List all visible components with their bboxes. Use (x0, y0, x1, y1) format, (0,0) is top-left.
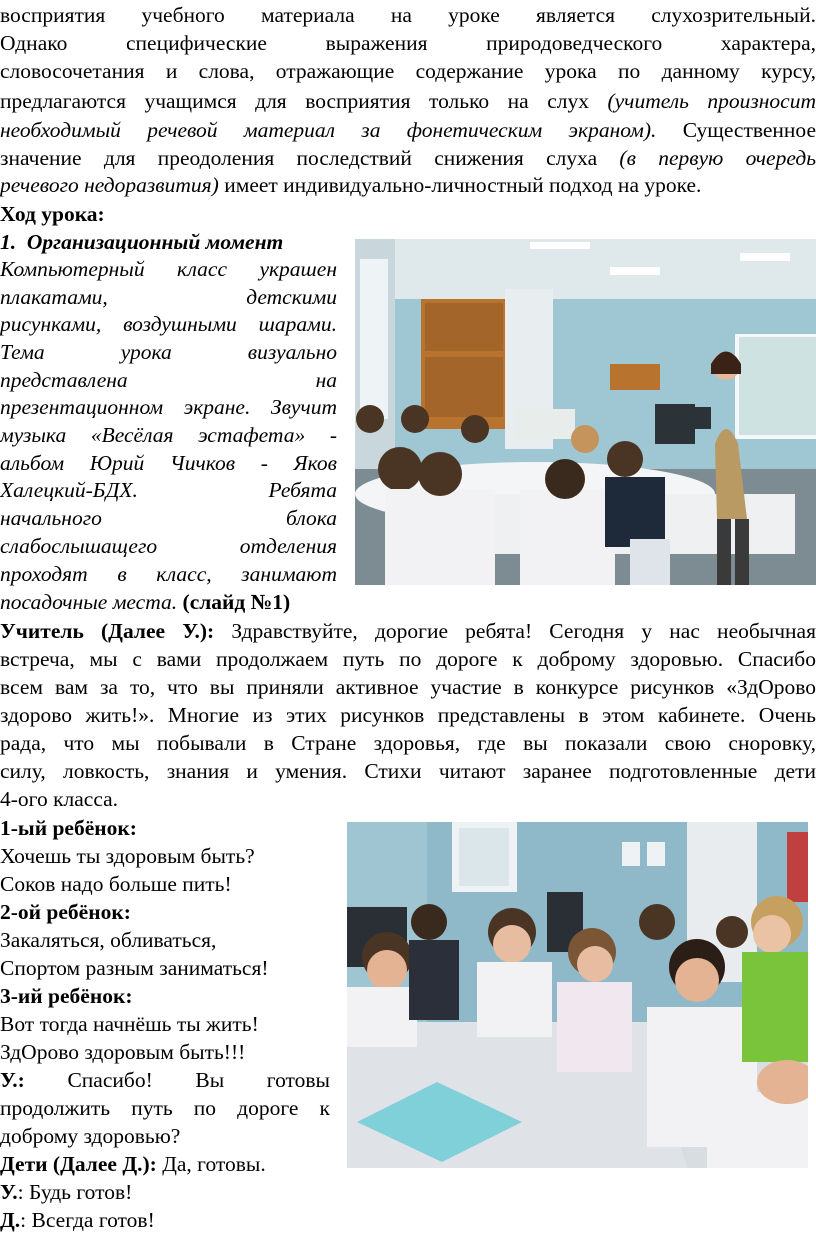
poem-line: Хочешь ты здоровым быть? (0, 844, 255, 868)
teacher-line: здорово жить!». Многие из этих рисунков представлены в этом кабинете. Очень (0, 703, 816, 727)
dialogue-u-line-2: продолжить путь по дороге к (0, 1096, 330, 1120)
teacher-line-1: Учитель (Далее У.): Здравствуйте, дорогие ребята! Сегодня у нас необычная (0, 619, 816, 643)
poem-line: ЗдОрово здоровым быть!!! (0, 1040, 246, 1064)
intro-line-6: значение для преодоления последствий снижения слуха (в первую очередь (0, 146, 816, 170)
dialogue-u2-line: У.: Будь готов! (0, 1180, 133, 1204)
section1-line: представлена на (0, 368, 337, 392)
section1-line: плакатами, детскими (0, 285, 337, 309)
classroom-photo-teacher (355, 239, 816, 585)
teacher-line: рада, что мы побывали в Стране здоровья, где вы показали свою сноровку, (0, 731, 816, 755)
dialogue-d-line: Д.: Всегда готов! (0, 1208, 155, 1232)
lesson-heading: Ход урока: (0, 202, 105, 226)
section1-line: начального блока (0, 506, 337, 530)
intro-line-7: речевого недоразвития) имеет индивидуально-личностный подход на уроке. (0, 173, 702, 197)
intro-line-1: восприятия учебного материала на уроке является слухозрительный. (0, 3, 816, 27)
poem-line: Соков надо больше пить! (0, 872, 232, 896)
intro-line-4: предлагаются учащимся для восприятия только на слух (учитель произносит (0, 89, 816, 113)
intro-line-3: словосочетания и слова, отражающие содержание урока по данному курсу, (0, 59, 816, 83)
teacher-line: силу, ловкость, знания и умения. Стихи читают заранее подготовленные дети (0, 759, 816, 783)
teacher-line: 4-ого класса. (0, 787, 119, 811)
section1-line: Халецкий-БДХ. Ребята (0, 478, 337, 502)
section1-line: альбом Юрий Чичков - Яков (0, 451, 337, 475)
poem-speaker-1: 1-ый ребёнок: (0, 816, 137, 840)
section1-line: рисунками, воздушными шарами. (0, 312, 337, 336)
section1-line: презентационном экране. Звучит (0, 395, 337, 419)
section1-last-line: посадочные места. (слайд №1) (0, 590, 291, 614)
classroom-photo-children (347, 822, 808, 1168)
teacher-line: встреча, мы с вами продолжаем путь по дороге к доброму здоровью. Спасибо (0, 647, 816, 671)
poem-speaker-2: 2-ой ребёнок: (0, 900, 131, 924)
poem-speaker-3: 3-ий ребёнок: (0, 984, 133, 1008)
section1-line: Компьютерный класс украшен (0, 257, 337, 281)
section1-line: Тема урока визуально (0, 340, 337, 364)
dialogue-u-line-1: У.: Спасибо! Вы готовы (0, 1068, 330, 1092)
poem-line: Закаляться, обливаться, (0, 928, 217, 952)
intro-line-2: Однако специфические выражения природоведческого характера, (0, 31, 816, 55)
section1-line: проходят в класс, занимают (0, 562, 337, 586)
intro-line-5: необходимый речевой материал за фонетическим экраном). Существенное (0, 118, 816, 142)
section1-heading: 1. Организационный момент (0, 230, 284, 254)
section1-line: слабослышащего отделения (0, 534, 337, 558)
section1-line: музыка «Весёлая эстафета» - (0, 423, 337, 447)
poem-line: Вот тогда начнёшь ты жить! (0, 1012, 259, 1036)
dialogue-kids-line: Дети (Далее Д.): Да, готовы. (0, 1152, 266, 1176)
poem-line: Спортом разным заниматься! (0, 956, 269, 980)
teacher-line: всем вам за то, что вы приняли активное участие в конкурсе рисунков «ЗдОрово (0, 675, 816, 699)
dialogue-u-line-3: доброму здоровью? (0, 1124, 181, 1148)
